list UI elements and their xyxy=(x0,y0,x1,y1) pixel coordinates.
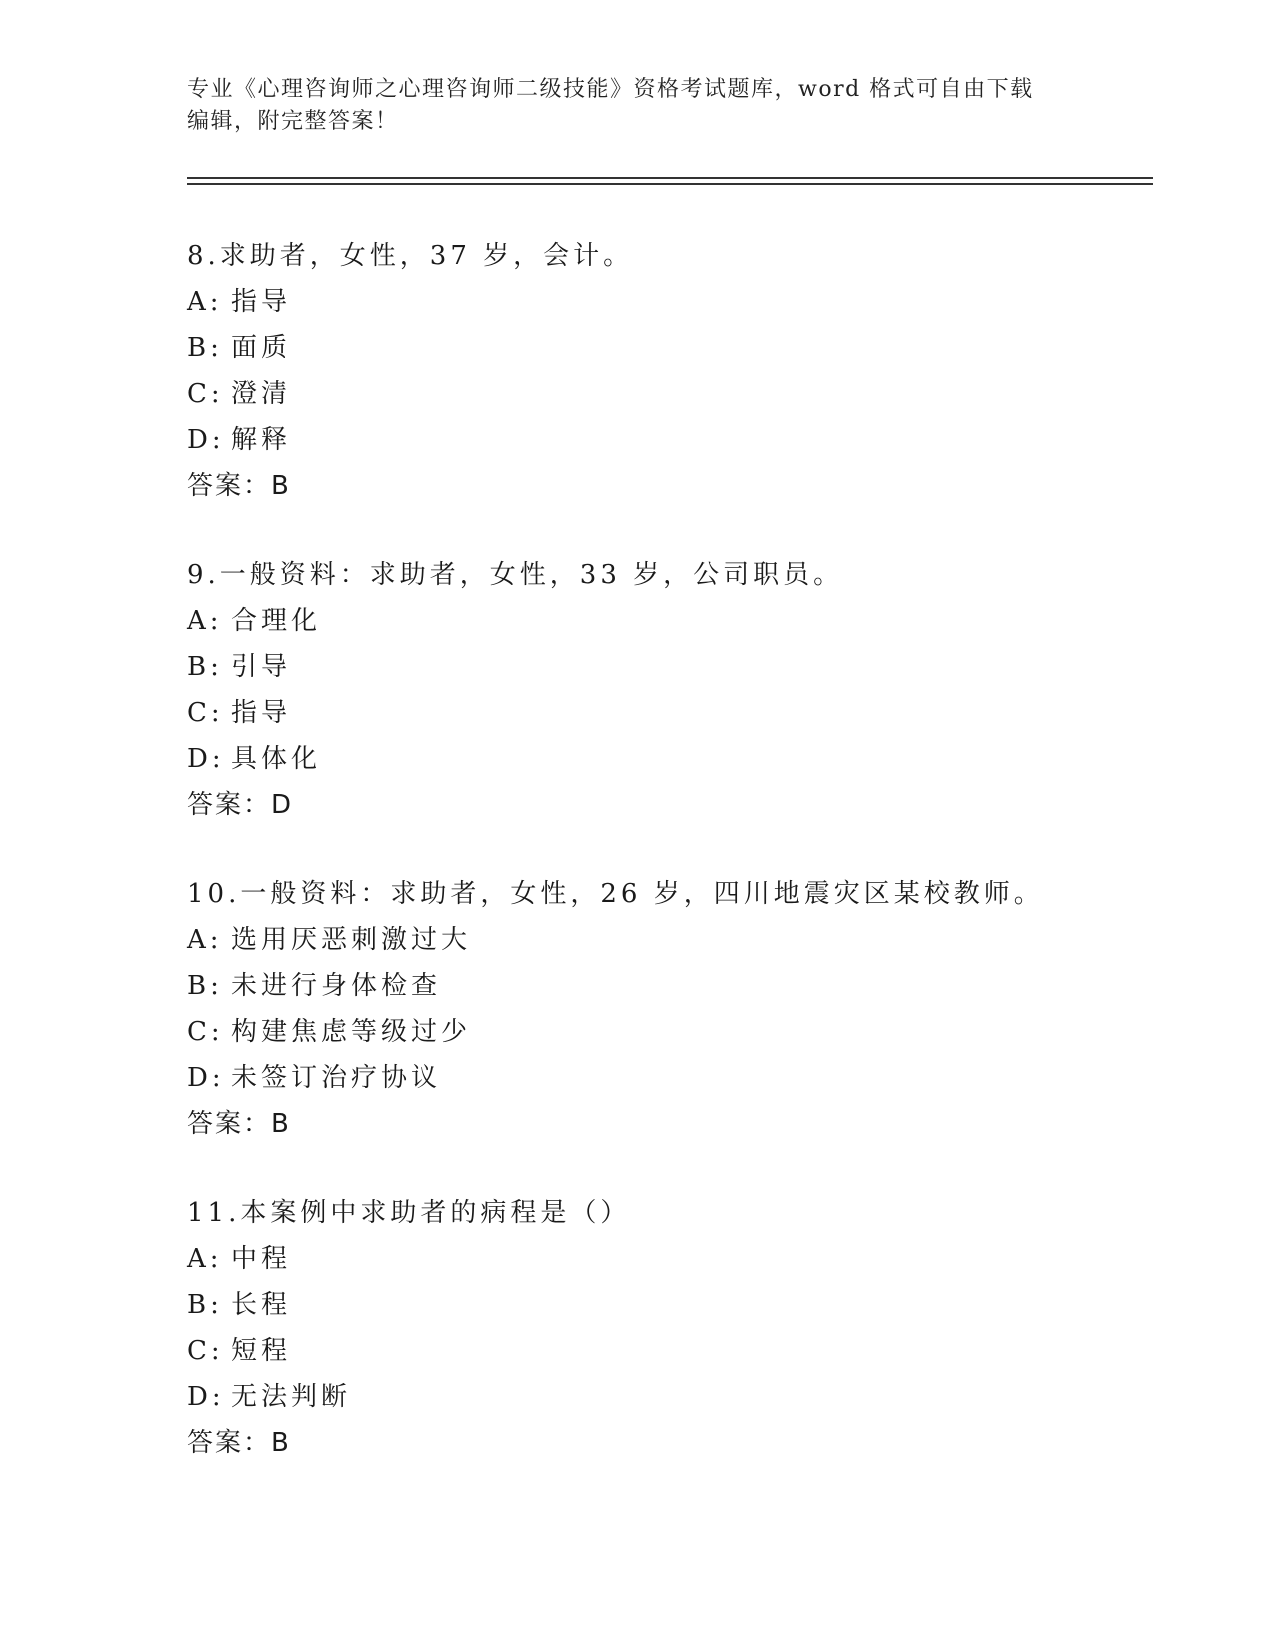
answer-label: 答案：B xyxy=(187,1109,291,1139)
option-c xyxy=(187,690,1187,736)
option-a xyxy=(187,279,1187,325)
question-stem: 10.一般资料：求助者，女性，26 岁，四川地震灾区某校教师。 xyxy=(187,879,1044,909)
option-c xyxy=(187,1009,1187,1055)
option-letter: B: xyxy=(187,1290,223,1320)
option-letter: C: xyxy=(187,698,224,728)
option-text: 引导 xyxy=(231,652,292,682)
option-b xyxy=(187,1282,1187,1328)
option-d xyxy=(187,417,1187,463)
question-stem: 11.本案例中求助者的病程是（） xyxy=(187,1198,631,1228)
document-header xyxy=(187,74,1087,138)
option-letter: C: xyxy=(187,379,224,409)
option-c xyxy=(187,371,1187,417)
option-text: 选用厌恶刺激过大 xyxy=(231,925,472,955)
option-text: 短程 xyxy=(231,1336,292,1366)
option-b xyxy=(187,963,1187,1009)
option-text: 未签订治疗协议 xyxy=(231,1063,442,1093)
option-d xyxy=(187,736,1187,782)
option-letter: A: xyxy=(187,1244,223,1274)
option-text: 构建焦虑等级过少 xyxy=(231,1017,472,1047)
answer-label: 答案：D xyxy=(187,790,294,820)
answer-label: 答案：B xyxy=(187,1428,291,1458)
option-text: 无法判断 xyxy=(231,1382,352,1412)
option-a xyxy=(187,1236,1187,1282)
option-letter: D: xyxy=(187,1382,225,1412)
option-letter: B: xyxy=(187,652,223,682)
question-block xyxy=(187,233,1187,509)
option-letter: D: xyxy=(187,744,225,774)
header-line-2: 编辑，附完整答案！ xyxy=(187,109,399,134)
question-stem: 9.一般资料：求助者，女性，33 岁，公司职员。 xyxy=(187,560,844,590)
option-letter: A: xyxy=(187,925,223,955)
header-divider-top xyxy=(187,177,1153,179)
option-text: 长程 xyxy=(231,1290,292,1320)
question-block xyxy=(187,871,1187,1147)
option-letter: A: xyxy=(187,606,223,636)
option-text: 指导 xyxy=(231,287,292,317)
option-text: 具体化 xyxy=(231,744,322,774)
option-c xyxy=(187,1328,1187,1374)
option-d xyxy=(187,1374,1187,1420)
option-text: 合理化 xyxy=(231,606,322,636)
option-text: 解释 xyxy=(231,425,292,455)
option-letter: B: xyxy=(187,971,223,1001)
option-text: 面质 xyxy=(231,333,292,363)
option-letter: C: xyxy=(187,1336,224,1366)
question-stem: 8.求助者，女性，37 岁，会计。 xyxy=(187,241,634,271)
header-divider-bottom xyxy=(187,183,1153,185)
option-text: 指导 xyxy=(231,698,292,728)
option-b xyxy=(187,325,1187,371)
option-letter: D: xyxy=(187,1063,225,1093)
option-letter: C: xyxy=(187,1017,224,1047)
header-line-1: 专业《心理咨询师之心理咨询师二级技能》资格考试题库，word 格式可自由下载 xyxy=(187,77,1034,102)
option-text: 中程 xyxy=(231,1244,292,1274)
option-a xyxy=(187,917,1187,963)
option-text: 未进行身体检查 xyxy=(231,971,442,1001)
question-block xyxy=(187,1190,1187,1466)
answer-label: 答案：B xyxy=(187,471,291,501)
option-b xyxy=(187,644,1187,690)
option-letter: D: xyxy=(187,425,225,455)
option-text: 澄清 xyxy=(231,379,292,409)
question-block xyxy=(187,552,1187,828)
option-letter: B: xyxy=(187,333,223,363)
option-a xyxy=(187,598,1187,644)
option-letter: A: xyxy=(187,287,223,317)
option-d xyxy=(187,1055,1187,1101)
